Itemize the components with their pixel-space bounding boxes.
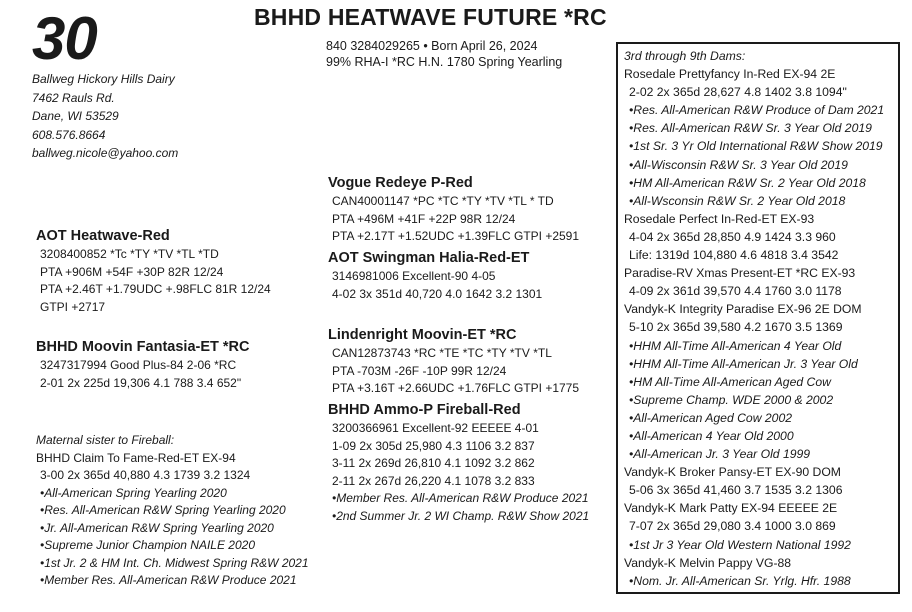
sire-dam-name: AOT Swingman Halia-Red-ET [328,250,530,266]
dam-ancestor-name: Vandyk-K Broker Pansy-ET EX-90 DOM [624,465,841,480]
maternal-sister-honor: •Jr. All-American R&W Spring Yearling 2020 [40,520,274,535]
sire-sire-block [328,174,579,246]
maternal-sister-record: 3-00 2x 365d 40,880 4.3 1739 3.2 1324 [40,468,251,482]
animal-name: BHHD HEATWAVE FUTURE *RC [254,4,607,30]
sire-dam-line: 4-02 3x 351d 40,720 4.0 1642 3.2 1301 [332,286,543,301]
dam-dam-line: 3200366961 Excellent-92 EEEEE 4-01 [332,421,539,435]
dam-ancestor-honor: •HHM All-Time All-American Jr. 3 Year Old [629,356,858,371]
dam-sire-line: PTA -703M -26F -10P 99R 12/24 [332,363,507,378]
dam-ancestor-record: 7-07 2x 365d 29,080 3.4 1000 3.0 869 [629,519,836,534]
maternal-sister-honor: •All-American Spring Yearling 2020 [40,485,227,500]
dam-ancestor-record: Life: 1319d 104,880 4.6 4818 3.4 3542 [629,248,839,263]
sire-sire-line: PTA +496M +41F +22P 98R 12/24 [332,211,516,226]
dam-ancestor-honor: •HM All-Time All-American Aged Cow [629,374,831,389]
dam-ancestor-honor: •All-Wisconsin R&W Sr. 3 Year Old 2019 [629,157,848,172]
dam-ancestor-honor: •HHM All-Time All-American 4 Year Old [629,338,842,353]
dams-heading: 3rd through 9th Dams: [624,49,746,63]
breeder-name: Ballweg Hickory Hills Dairy [32,72,175,86]
lot-number: 30 [32,5,97,72]
maternal-sister-honor: •Res. All-American R&W Spring Yearling 2020 [40,503,286,517]
animal-info [326,38,562,70]
dam-name: BHHD Moovin Fantasia-ET *RC [36,339,250,355]
sire-line: GTPI +2717 [40,299,106,314]
dam-ancestor-honor: •All-American Jr. 3 Year Old 1999 [629,447,811,462]
maternal-sister-honor: •Supreme Junior Champion NAILE 2020 [40,538,255,552]
dam-ancestor-honor: •Nom. Jr. All-American Sr. Yrlg. Hfr. 1988 [629,573,851,588]
dam-ancestor-honor: •All-Wsconsin R&W Sr. 2 Year Old 2018 [629,193,846,208]
dam-ancestor-honor: •1st Jr 3 Year Old Western National 1992 [629,537,851,552]
sire-line: 3208400852 *Tc *TY *TV *TL *TD [40,247,219,261]
dam-ancestor-record: 4-04 2x 365d 28,850 4.9 1424 3.3 960 [629,229,836,244]
dam-ancestor-honor: •Supreme Champ. WDE 2000 & 2002 [629,392,834,407]
dam-ancestor-honor: •All-American Aged Cow 2002 [629,410,793,425]
breeder-email: ballweg.nicole@yahoo.com [32,146,179,160]
dam-dam-honor: •2nd Summer Jr. 2 WI Champ. R&W Show 2021 [332,508,590,523]
dam-ancestor-honor: •HM All-American R&W Sr. 2 Year Old 2018 [629,175,866,190]
dam-dam-name: BHHD Ammo-P Fireball-Red [328,402,521,418]
rha-line: 99% RHA-I *RC H.N. 1780 Spring Yearling [326,55,563,69]
sire-sire-name: Vogue Redeye P-Red [328,175,473,191]
dam-ancestor-record: 5-10 2x 365d 39,580 4.2 1670 3.5 1369 [629,320,843,335]
dam-dam-honor: •Member Res. All-American R&W Produce 2021 [332,491,589,505]
sire-line: PTA +2.46T +1.79UDC +.98FLC 81R 12/24 [40,282,271,296]
dam-sire-block [328,326,579,398]
dam-sire-line: PTA +3.16T +2.66UDC +1.76FLC GTPI +1775 [332,381,580,395]
maternal-sister-block [36,432,309,590]
registration-line: 840 3284029265 • Born April 26, 2024 [326,39,538,53]
sire-sire-line: CAN40001147 *PC *TC *TY *TV *TL * TD [332,194,554,208]
sire-block [36,227,271,316]
maternal-sister-honor: •Member Res. All-American R&W Produce 2021 [40,573,297,587]
dam-ancestor-record: 2-02 2x 365d 28,627 4.8 1402 3.8 1094" [629,85,847,100]
dam-ancestor-record: 5-06 3x 365d 41,460 3.7 1535 3.2 1306 [629,483,843,498]
dam-ancestor-name: Paradise-RV Xmas Present-ET *RC EX-93 [624,266,856,281]
maternal-sister-name: BHHD Claim To Fame-Red-ET EX-94 [36,450,236,465]
dam-ancestor-honor: •All-American 4 Year Old 2000 [629,428,794,443]
dam-ancestor-name: Vandyk-K Integrity Paradise EX-96 2E DOM [624,302,862,317]
dam-block [36,338,250,392]
dam-ancestor-name: Rosedale Perfect In-Red-ET EX-93 [624,211,815,226]
breeder-city: Dane, WI 53529 [32,109,119,123]
sire-name: AOT Heatwave-Red [36,228,170,244]
sire-line: PTA +906M +54F +30P 82R 12/24 [40,264,224,279]
dam-ancestor-honor: •Res. All-American R&W Produce of Dam 2021 [629,103,885,118]
dam-line: 2-01 2x 225d 19,306 4.1 788 3.4 652" [40,375,242,390]
breeder-contact [32,70,178,163]
sire-dam-block [328,249,542,303]
maternal-sister-heading: Maternal sister to Fireball: [36,433,175,447]
dams-list [624,47,884,590]
breeder-phone: 608.576.8664 [32,127,106,142]
dam-dam-line: 3-11 2x 269d 26,810 4.1 1092 3.2 862 [332,456,535,470]
dam-sire-line: CAN12873743 *RC *TE *TC *TY *TV *TL [332,346,552,360]
dam-sire-name: Lindenright Moovin-ET *RC [328,327,517,343]
sire-dam-line: 3146981006 Excellent-90 4-05 [332,269,496,283]
sire-sire-line: PTA +2.17T +1.52UDC +1.39FLC GTPI +2591 [332,229,580,243]
dam-ancestor-honor: •Res. All-American R&W Sr. 3 Year Old 2019 [629,121,872,136]
dam-dam-line: 1-09 2x 305d 25,980 4.3 1106 3.2 837 [332,438,535,453]
dam-dam-block [328,401,589,525]
dam-ancestor-name: Rosedale Prettyfancy In-Red EX-94 2E [624,67,836,82]
dam-ancestor-name: Vandyk-K Mark Patty EX-94 EEEEE 2E [624,501,838,516]
breeder-address: 7462 Rauls Rd. [32,90,115,105]
dam-dam-line: 2-11 2x 267d 26,220 4.1 1078 3.2 833 [332,473,535,488]
dam-line: 3247317994 Good Plus-84 2-06 *RC [40,358,237,372]
dam-ancestor-name: Vandyk-K Melvin Pappy VG-88 [624,555,792,570]
maternal-sister-honor: •1st Jr. 2 & HM Int. Ch. Midwest Spring R&W 2021 [40,555,309,570]
dam-ancestor-record: 4-09 2x 361d 39,570 4.4 1760 3.0 1178 [629,284,842,299]
dam-ancestor-honor: •1st Sr. 3 Yr Old International R&W Show 2019 [629,139,883,154]
